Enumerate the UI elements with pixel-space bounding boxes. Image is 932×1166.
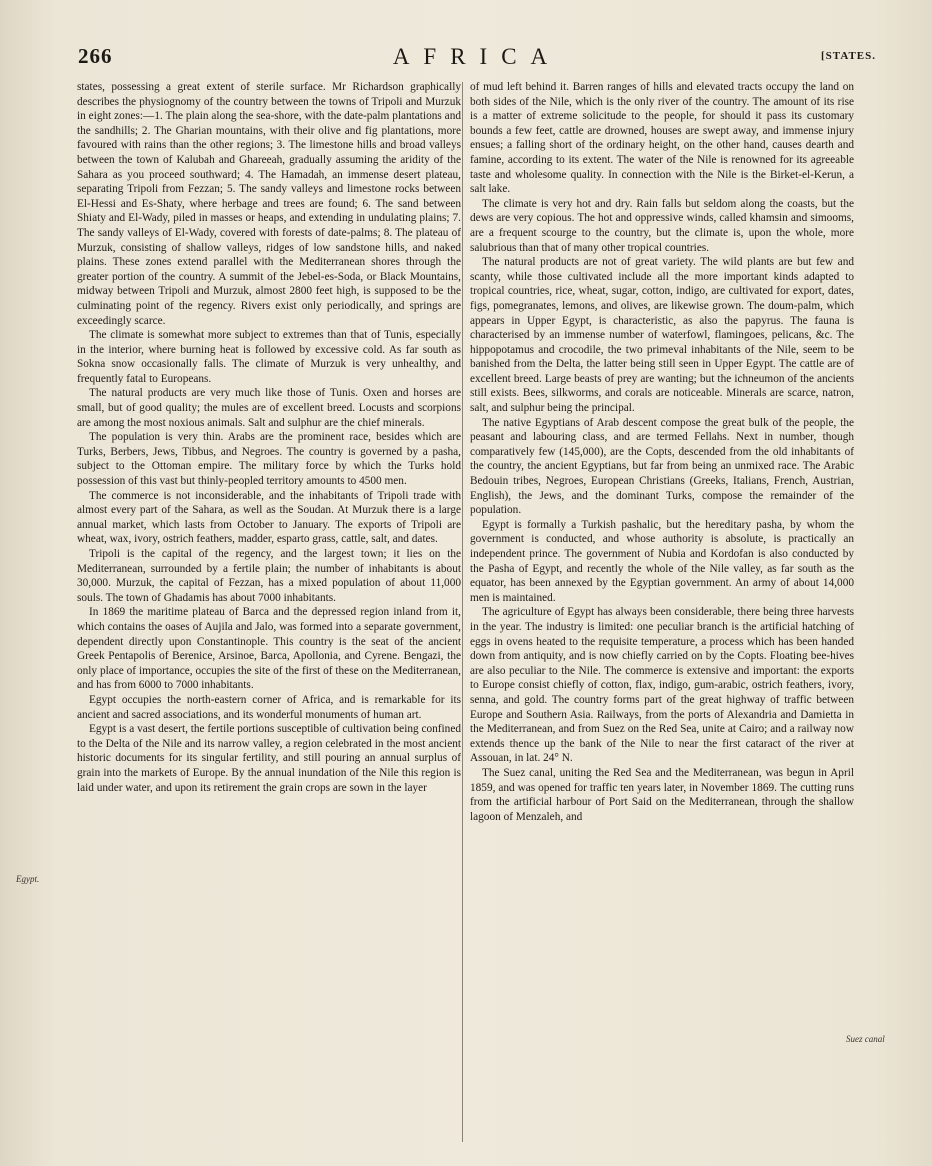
column-divider xyxy=(462,82,463,1142)
paragraph: The population is very thin. Arabs are the prominent race, besides which are Turks, Berbers, Jews, Tibbus, and Negroes. The country is governed by a pasha, subject to the Ottoman empire. The military force by which the Turks hold possession of this vast but thinly-peopled territory amounts to 4500 men. xyxy=(77,431,461,488)
paragraph: In 1869 the maritime plateau of Barca and the depressed region inland from it, which contains the oases of Aujila and Jalo, was formed into a separate government, dependent directly upon Constantinople. This country is the seat of the ancient Greek Pentapolis of Berenice, Arsinoe, Barca, Apollonia, and Cyrene. Bengazi, the only place of importance, occupies the site of the first of these on the Mediterranean, and has from 6000 to 7000 inhabitants. xyxy=(77,606,461,692)
paragraph: of mud left behind it. Barren ranges of hills and elevated tracts occupy the land on both sides of the Nile, which is the only river of the country. The amount of its rise is a matter of extreme solicitude to the people, for should it pass its customary bounds a few feet, cattle are drowned, houses are swept away, and immense injury ensues; a falling short of the ordinary height, on the other hand, causes dearth and famine, according to its extent. The water of the Nile is renowned for its agreeable taste and wholesome quality. In connection with the Nile is the Birket-el-Kerun, a salt lake. xyxy=(470,81,854,196)
paragraph: The natural products are not of great variety. The wild plants are but few and scanty, while those cultivated include all the more important kinds adapted to tropical countries, rice, wheat, sugar, cotton, indigo, are cultivated for export, dates, figs, pomegranates, lemons, and olives, are likewise grown. The doum-palm, which appears in Upper Egypt, is characteristic, as also the papyrus. The fauna is characterised by an immense number of waterfowl, flamingoes, pelicans, &c. The hippopotamus and crocodile, the two primeval inhabitants of the Nile, seem to be banished from the Delta, the latter being still seen in Upper Egypt. The cattle are of excellent breed. Large beasts of prey are wanting; but the ichneumon of the ancients still exists. Bees, silkworms, and corals are noticeable. Minerals are scarce, natron, salt, and sulphur being the principal. xyxy=(470,256,854,415)
paragraph: The Suez canal, uniting the Red Sea and the Mediterranean, was begun in April 1859, and was opened for traffic ten years later, in November 1869. The cutting runs from the artificial harbour of Port Said on the Mediterranean, through the shallow lagoon of Menzaleh, and xyxy=(470,766,854,823)
paragraph: The climate is somewhat more subject to extremes than that of Tunis, especially in the interior, where burning heat is followed by excessive cold. As far south as Sokna snow occasionally falls. The climate of Murzuk is very unhealthy, and frequently fatal to Europeans. xyxy=(77,329,461,385)
paragraph: Egypt is a vast desert, the fertile portions susceptible of cultivation being confined to the Delta of the Nile and its narrow valley, a region celebrated in the most ancient historic documents for its singular fertility, and still pouring an annual surplus of grain into the markets of Europe. By the annual inundation of the Nile this region is laid under water, and upon its retirement the grain crops are sown in the layer xyxy=(77,723,461,794)
paragraph: The climate is very hot and dry. Rain falls but seldom along the coasts, but the dews are very copious. The hot and oppressive winds, called khamsin and simooms, are a frequent scourge to the country, but the climate is, upon the whole, more salubrious than that of many other tropical countries. xyxy=(470,197,854,254)
paragraph: Egypt occupies the north-eastern corner of Africa, and is remarkable for its ancient and sacred associations, and its wonderful monuments of human art. xyxy=(77,693,461,721)
paragraph: The agriculture of Egypt has always been considerable, there being three harvests in the year. The industry is limited: one peculiar branch is the artificial hatching of eggs in ovens heated to the requisite temperature, a process which has been handed down from antiquity, and is now chiefly carried on by the Copts. Floating bee-hives are also peculiar to the Nile. The commerce is extensive and important: the exports to Europe consist chiefly of cotton, flax, indigo, gum-arabic, ostrich feathers, ivory, senna, and gold. The country forms part of the great highway of traffic between Europe and Southern Asia. Railways, from the ports of Alexandria and Damietta in the Mediterranean, and from Suez on the Red Sea, unite at Cairo; and a railway now extends thence up the bank of the Nile to near the first cataract of the river at Assouan, in lat. 24° N. xyxy=(470,606,854,765)
page-header xyxy=(78,44,876,74)
paragraph: The native Egyptians of Arab descent compose the great bulk of the people, the peasant and labouring class, and are termed Fellahs. Next in number, though comparatively few (145,000), are the Copts, descended from the old inhabitants of the country, the ancient Egyptians, but far from being an unmixed race. The Arabic Bedouin tribes, Negroes, European Christians (Greeks, Italians, French, Austrian, English), the Jews, and the dominant Turks, compose the remainder of the population. xyxy=(470,416,854,517)
section-label: [STATES. xyxy=(821,50,876,62)
margin-note-suez: Suez canal xyxy=(846,1034,885,1044)
paragraph: Tripoli is the capital of the regency, and the largest town; it lies on the Mediterranean, surrounded by a fertile plain; the number of inhabitants is about 30,000. Murzuk, the capital of Fezzan, has a mixed population of about 11,000 souls. The town of Ghadamis has about 7000 inhabitants. xyxy=(77,548,461,604)
right-column xyxy=(470,80,854,1150)
running-title: AFRICA xyxy=(392,44,562,69)
left-column xyxy=(77,80,461,1150)
paragraph: Egypt is formally a Turkish pashalic, but the hereditary pasha, by whom the government is conducted, and whose authority is absolute, is practically an independent prince. The government of Nubia and Kordofan is also conducted by the Pasha of Egypt, and recently the whole of the Nile valley, as far south as the equator, has been annexed by the Egyptian government. An army of about 14,000 men is maintained. xyxy=(470,518,854,604)
paragraph: The commerce is not inconsiderable, and the inhabitants of Tripoli trade with almost every part of the Sahara, as well as the Soudan. At Murzuk there is a large annual market, which lasts from October to January. The exports of Tripoli are wheat, wax, ivory, ostrich feathers, madder, esparto grass, cattle, salt, and dates. xyxy=(77,489,461,546)
page-number: 266 xyxy=(78,44,113,68)
paragraph: states, possessing a great extent of sterile surface. Mr Richardson graphically describes the physiognomy of the country between the towns of Tripoli and Murzuk in eight zones:—1. The plain along the sea-shore, with the date-palm plantations and the sandhills; 2. The Gharian mountains, with their olive and fig plantations, more favoured with rains than the other regions; 3. The limestone hills and broad valleys between the town of Kalubah and Ghareeah, gradually assuming the aridity of the Sahara as you proceed southward; 4. The Hamadah, an immense desert plateau, separating Tripoli from Fezzan; 5. The sandy valleys and limestone rocks between El-Hessi and Es-Shaty, where herbage and trees are found; 6. The sand between Shiaty and El-Wady, piled in masses or heaps, and extending in undulating plains; 7. The sandy valleys of El-Wady, covered with forests of date-palms; 8. The plateau of Murzuk, consisting of shallow valleys, ridges of low sandstone hills, and naked plains. These zones extend parallel with the Mediterranean shores through the greater portion of the country. A summit of the Jebel-es-Soda, or Black Mountains, midway between Tripoli and Murzuk, almost 2800 feet high, is supposed to be the culminating point of the regency. Rivers exist only periodically, and springs are exceedingly scarce. xyxy=(77,81,461,327)
margin-note-egypt: Egypt. xyxy=(16,874,40,884)
paragraph: The natural products are very much like those of Tunis. Oxen and horses are small, but of good quality; the mules are of excellent breed. Locusts and scorpions are among the most noxious animals. Salt and sulphur are the chief minerals. xyxy=(77,387,461,429)
